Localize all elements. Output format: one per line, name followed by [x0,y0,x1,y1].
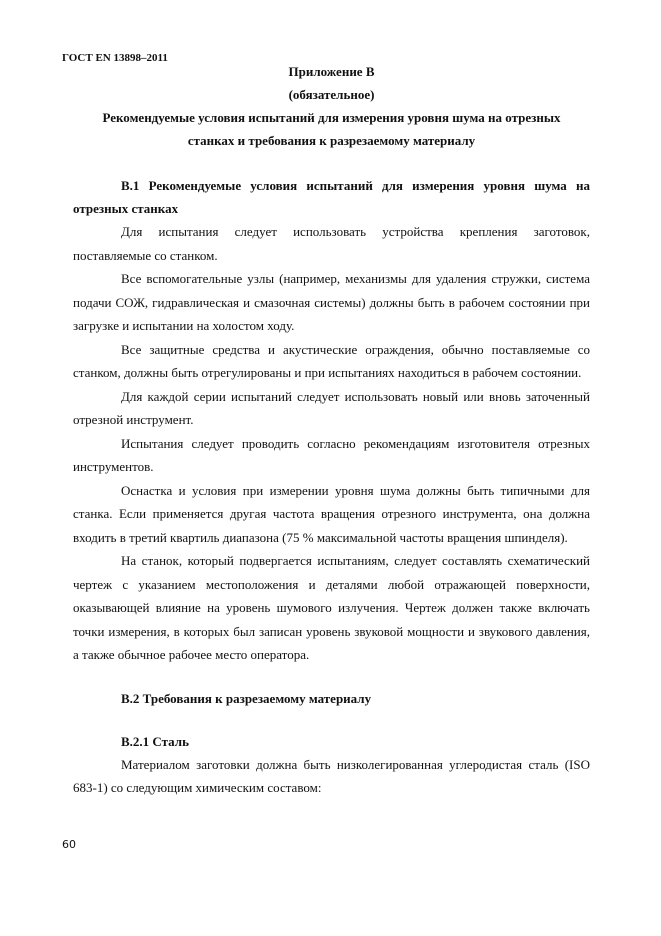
section-b2-heading: В.2 Требования к разрезаемому материалу [121,690,372,706]
annex-status: (обязательное) [288,87,375,102]
section-b21-heading: В.2.1 Сталь [121,733,189,749]
document-standard-code: ГОСТ EN 13898–2011 [62,52,168,64]
section-b1-paragraph-7: На станок, который подвергается испытаниям, следует составлять схематический чертеж с указанием местоположения и деталями любой отражающей поверхности, оказывающей влияние на уровень шумового излучения. Чертеж должен также включать точки измерения, в которых был записан уровень звуковой мощности и звукового давления, а также обычное рабочее место оператора. [73,553,590,662]
section-b1-paragraph-6: Оснастка и условия при измерении уровня шума должны быть типичными для станка. Если применяется другая частота вращения отрезного инструмента, она должна входить в третий квартиль диапазона (75 % максимальной частоты вращения шпинделя). [73,482,590,545]
spacer [73,667,590,687]
section-b1-paragraph-1: Для испытания следует использовать устройства крепления заготовок, поставляемые со станком. [73,224,590,263]
spacer [73,710,590,730]
page-number: 60 [62,838,76,851]
section-b1-paragraph-5: Испытания следует проводить согласно рекомендациям изготовителя отрезных инструментов. [73,435,590,474]
annex-title: Приложение В [288,64,375,79]
page-body [73,60,590,800]
section-b1-paragraph-4: Для каждой серии испытаний следует использовать новый или вновь заточенный отрезной инструмент. [73,388,590,427]
section-b1-heading: В.1 Рекомендуемые условия испытаний для измерения уровня шума на отрезных станках [73,178,590,216]
annex-name-line-1: Рекомендуемые условия испытаний для измерения уровня шума на отрезных [102,110,561,125]
section-b1-paragraph-3: Все защитные средства и акустические ограждения, обычно поставляемые со станком, должны быть отрегулированы и при испытаниях находиться в рабочем состоянии. [73,341,590,380]
spacer [73,152,590,174]
annex-name-line-2: станках и требования к разрезаемому материалу [187,133,476,148]
section-b21-paragraph: Материалом заготовки должна быть низколегированная углеродистая сталь (ISO 683-1) со следующим химическим составом: [73,756,590,795]
section-b1-paragraph-2: Все вспомогательные узлы (например, механизмы для удаления стружки, система подачи СОЖ, гидравлическая и смазочная системы) должны быть в рабочем состоянии при загрузке и испытании на холостом ходу. [73,271,590,333]
